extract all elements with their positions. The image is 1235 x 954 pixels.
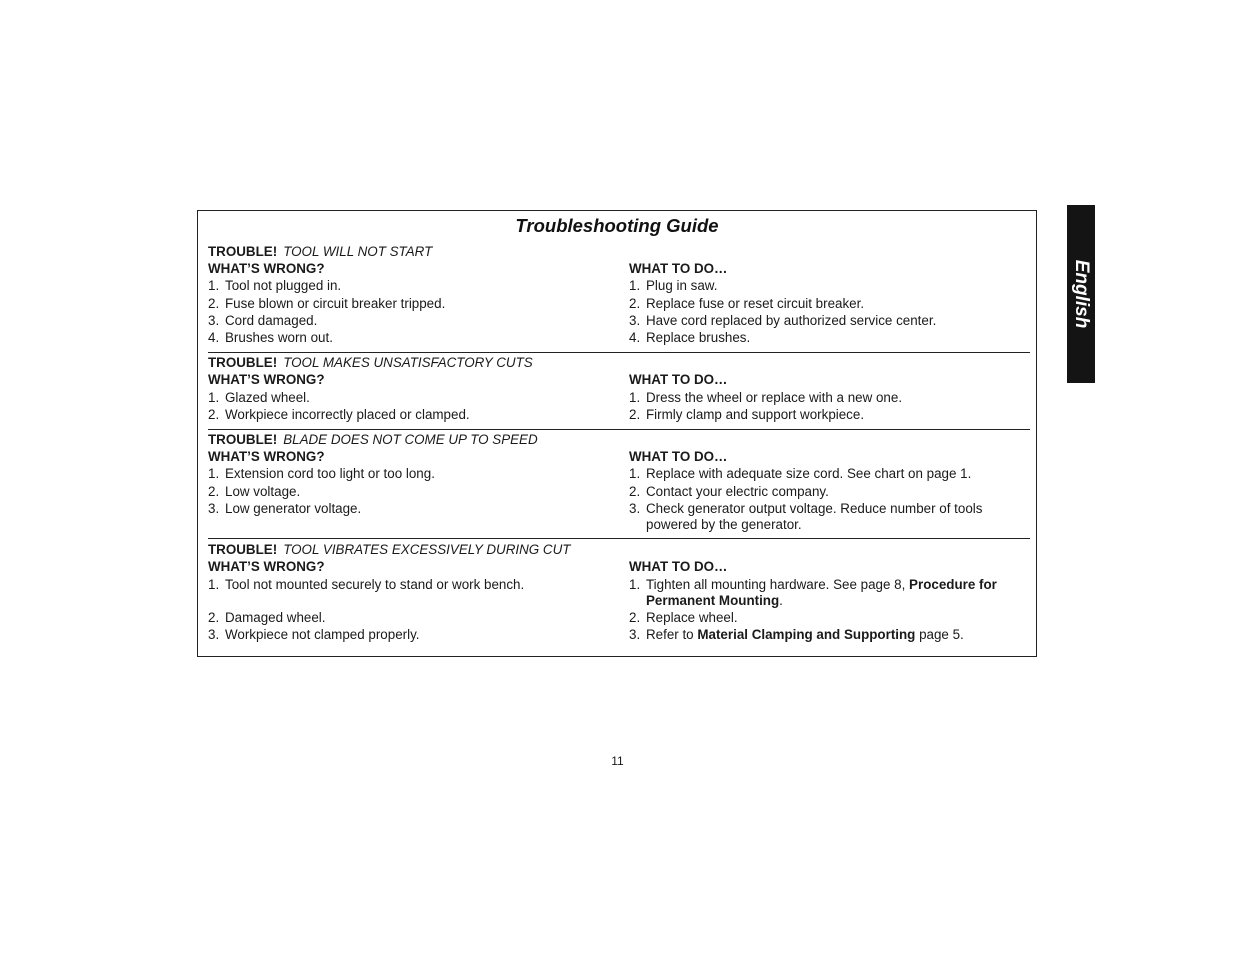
what-to-do-header: WHAT TO DO… <box>629 559 728 574</box>
remedy-item: 1. Replace with adequate size cord. See chart on page 1. <box>629 466 972 481</box>
what-to-do-header: WHAT TO DO… <box>629 449 728 464</box>
remedy-item: 1. Tighten all mounting hardware. See page 8, Procedure for <box>629 577 997 592</box>
remedy-item: 3. Have cord replaced by authorized service center. <box>629 313 937 328</box>
whats-wrong-header: WHAT’S WRONG? <box>208 449 325 464</box>
cause-item: 2. Fuse blown or circuit breaker tripped. <box>208 296 446 311</box>
cause-item: 2. Damaged wheel. <box>208 610 326 625</box>
remedy-item: 3. Refer to Material Clamping and Supporting page 5. <box>629 627 964 642</box>
cause-item: 3. Cord damaged. <box>208 313 318 328</box>
what-to-do-header: WHAT TO DO… <box>629 261 728 276</box>
remedy-item: 1. Dress the wheel or replace with a new one. <box>629 390 903 405</box>
what-to-do-header: WHAT TO DO… <box>629 372 728 387</box>
remedy-item: 3. Check generator output voltage. Reduce number of tools <box>629 501 983 516</box>
cause-item: 1. Extension cord too light or too long. <box>208 466 435 481</box>
trouble-heading: TROUBLE! TOOL MAKES UNSATISFACTORY CUTS <box>208 355 533 370</box>
trouble-section-2 <box>208 355 1030 430</box>
cause-item: 4. Brushes worn out. <box>208 330 333 345</box>
whats-wrong-header: WHAT’S WRONG? <box>208 559 325 574</box>
trouble-heading: TROUBLE! TOOL VIBRATES EXCESSIVELY DURING CUT <box>208 542 571 557</box>
guide-title: Troubleshooting Guide <box>515 215 719 236</box>
cause-item: 2. Workpiece incorrectly placed or clamped. <box>208 407 470 422</box>
cause-item: 1. Tool not mounted securely to stand or work bench. <box>208 577 525 592</box>
trouble-section-4 <box>208 542 1030 642</box>
trouble-heading: TROUBLE! BLADE DOES NOT COME UP TO SPEED <box>208 432 538 447</box>
language-label: English <box>1071 259 1092 329</box>
whats-wrong-header: WHAT’S WRONG? <box>208 261 325 276</box>
whats-wrong-header: WHAT’S WRONG? <box>208 372 325 387</box>
remedy-item: 2. Replace fuse or reset circuit breaker. <box>629 296 865 311</box>
troubleshooting-guide-box <box>197 210 1037 657</box>
remedy-item-continued: Permanent Mounting. <box>646 593 783 608</box>
remedy-item: 2. Replace wheel. <box>629 610 738 625</box>
trouble-section-3 <box>208 432 1030 539</box>
remedy-item-continued: powered by the generator. <box>646 517 802 532</box>
cause-item: 1. Glazed wheel. <box>208 390 310 405</box>
cause-item: 3. Low generator voltage. <box>208 501 362 516</box>
cause-item: 3. Workpiece not clamped properly. <box>208 627 420 642</box>
cause-item: 1. Tool not plugged in. <box>208 278 342 293</box>
trouble-section-1 <box>208 244 1030 353</box>
remedy-item: 2. Contact your electric company. <box>629 484 829 499</box>
language-side-tab <box>1067 205 1095 383</box>
remedy-item: 2. Firmly clamp and support workpiece. <box>629 407 865 422</box>
remedy-item: 4. Replace brushes. <box>629 330 751 345</box>
trouble-heading: TROUBLE! TOOL WILL NOT START <box>208 244 433 259</box>
page-number: 11 <box>611 754 624 768</box>
cause-item: 2. Low voltage. <box>208 484 301 499</box>
remedy-item: 1. Plug in saw. <box>629 278 718 293</box>
